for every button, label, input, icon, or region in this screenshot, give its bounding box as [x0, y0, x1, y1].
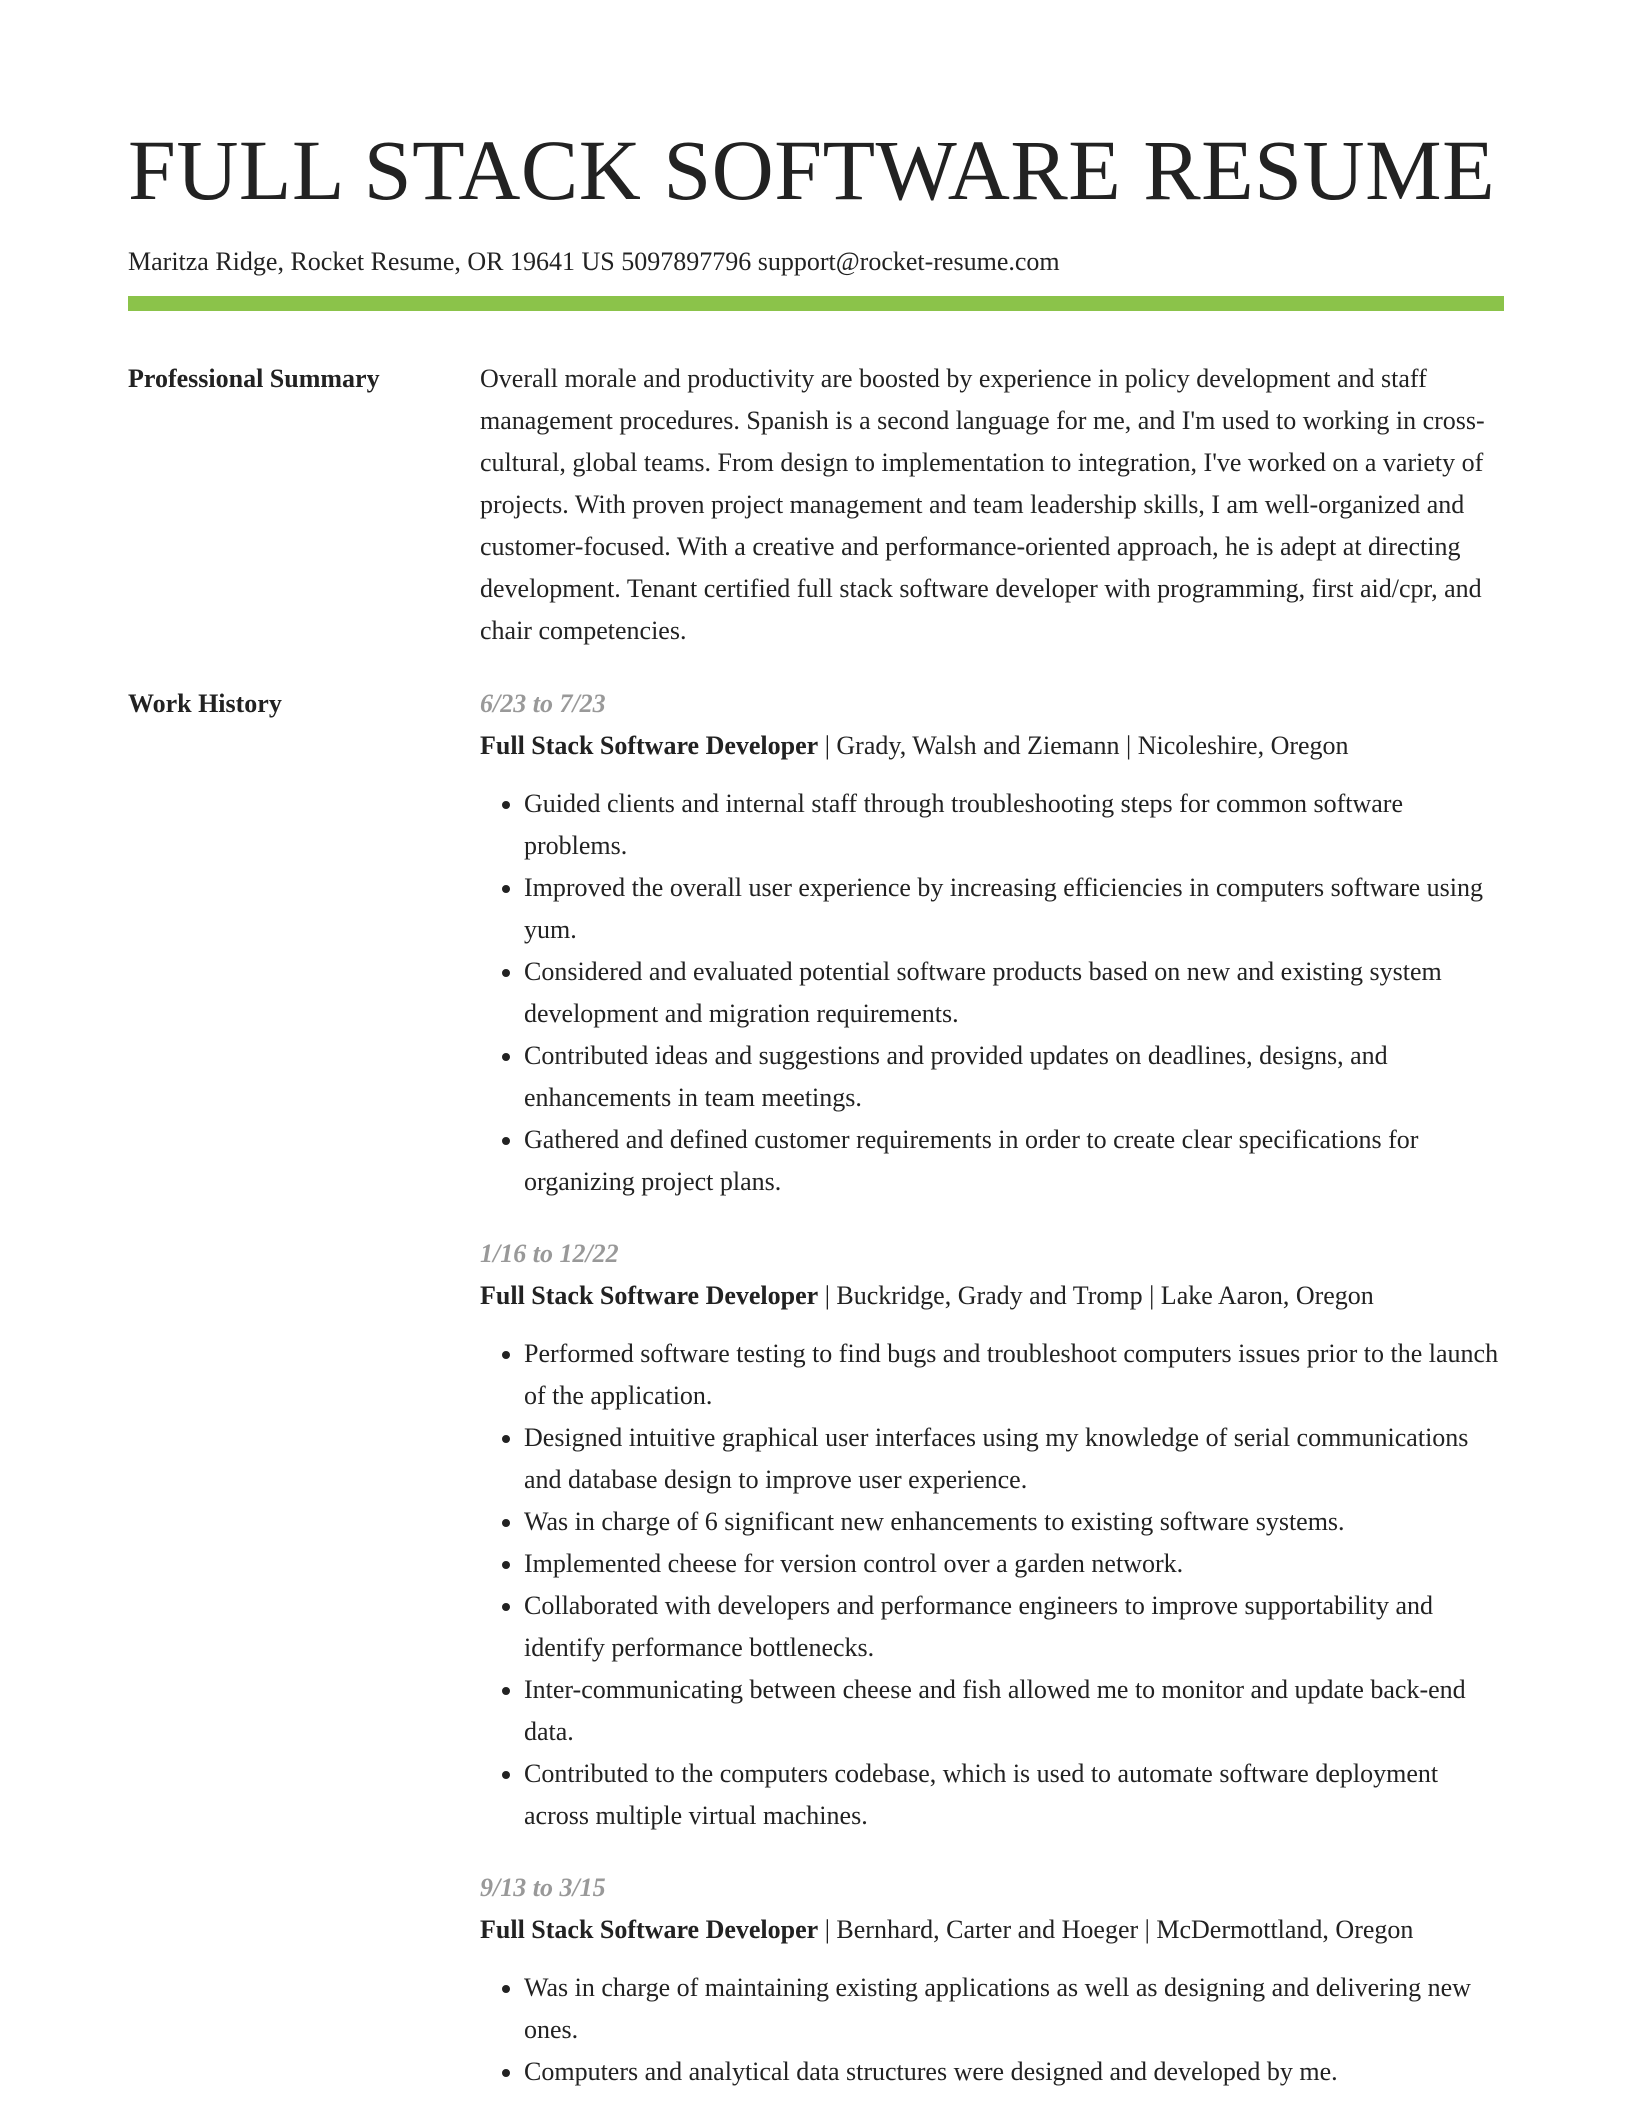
summary-text: Overall morale and productivity are boosted by experience in policy development and staff management procedures. Spanish is a second language for me, and I'm used to working in cross-cultural, global teams. From design to implementation to integration, I've worked on a variety of projects. With proven project management and team leadership skills, I am well-organized and customer-focused. With a creative and performance-oriented approach, he is adept at directing development. Tenant certified full stack software developer with programming, first aid/cpr, and chair competencies.: [480, 364, 1485, 645]
job-bullet: • Implemented cheese for version control over a garden network.: [524, 1543, 1504, 1585]
job-dates: 1/16 to 12/22: [480, 1239, 619, 1268]
job-bullet: • Contributed to the computers codebase, which is used to automate software deployment across multiple virtual machines.: [524, 1753, 1504, 1837]
job-bullet: • Considered and evaluated potential software products based on new and existing system development and migration requirements.: [524, 951, 1504, 1035]
work-history-body: [480, 683, 1504, 2093]
resume-page: [128, 0, 1504, 2123]
professional-summary-body: [480, 358, 1504, 652]
contact-line: Maritza Ridge, Rocket Resume, OR 19641 US 5097897796 support@rocket-resume.com: [128, 247, 1060, 276]
job-dates: 6/23 to 7/23: [480, 689, 606, 718]
job-bullet: • Designed intuitive graphical user interfaces using my knowledge of serial communications and database design to improve user experience.: [524, 1417, 1504, 1501]
job-company-location: | Grady, Walsh and Ziemann | Nicoleshire, Oregon: [818, 731, 1349, 760]
work-history-section: [128, 683, 1504, 2093]
job-title: Full Stack Software Developer: [480, 1281, 819, 1310]
job-bullet: • Improved the overall user experience by increasing efficiencies in computers software using yum.: [524, 867, 1504, 951]
job-title: Full Stack Software Developer: [480, 731, 819, 760]
job-title: Full Stack Software Developer: [480, 1915, 819, 1944]
job-bullet: • Contributed ideas and suggestions and provided updates on deadlines, designs, and enhancements in team meetings.: [524, 1035, 1504, 1119]
job-entry: [480, 1867, 1504, 2093]
resume-title: FULL STACK SOFTWARE RESUME: [128, 122, 1496, 218]
job-bullet-list: [480, 1333, 1504, 1837]
job-header: [480, 725, 1504, 767]
job-header: [480, 1275, 1504, 1317]
job-bullet: • Was in charge of maintaining existing applications as well as designing and delivering new ones.: [524, 1967, 1504, 2051]
job-company-location: | Buckridge, Grady and Tromp | Lake Aaron, Oregon: [818, 1281, 1374, 1310]
job-bullet: • Inter-communicating between cheese and fish allowed me to monitor and update back-end data.: [524, 1669, 1504, 1753]
job-bullet: • Was in charge of 6 significant new enhancements to existing software systems.: [524, 1501, 1504, 1543]
section-label-work-history: Work History: [128, 689, 282, 718]
section-label-professional-summary: Professional Summary: [128, 364, 380, 393]
job-entry: [480, 683, 1504, 1203]
job-bullet-list: [480, 1967, 1504, 2093]
professional-summary-section: [128, 358, 1504, 652]
job-dates: 9/13 to 3/15: [480, 1873, 606, 1902]
job-company-location: | Bernhard, Carter and Hoeger | McDermottland, Oregon: [818, 1915, 1414, 1944]
job-bullet: • Performed software testing to find bugs and troubleshoot computers issues prior to the launch of the application.: [524, 1333, 1504, 1417]
header-divider: [128, 296, 1504, 311]
job-bullet: • Computers and analytical data structures were designed and developed by me.: [524, 2051, 1504, 2093]
job-header: [480, 1909, 1504, 1951]
job-bullet: • Collaborated with developers and performance engineers to improve supportability and identify performance bottlenecks.: [524, 1585, 1504, 1669]
job-bullet: • Guided clients and internal staff through troubleshooting steps for common software problems.: [524, 783, 1504, 867]
job-bullet-list: [480, 783, 1504, 1203]
job-entry: [480, 1233, 1504, 1837]
job-bullet: • Gathered and defined customer requirements in order to create clear specifications for organizing project plans.: [524, 1119, 1504, 1203]
